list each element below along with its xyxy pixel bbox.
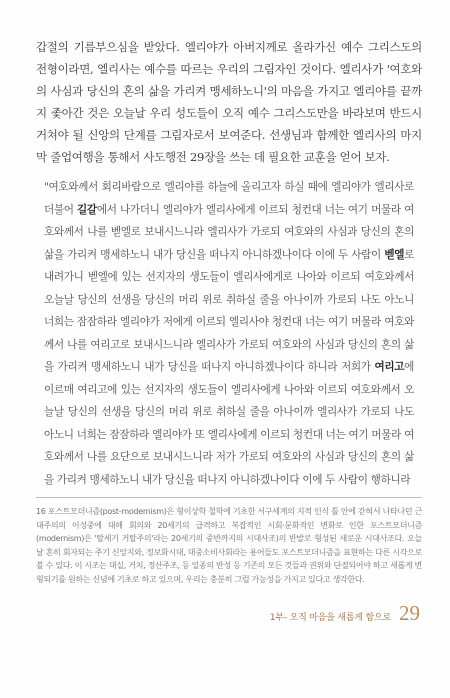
place-gilgal: 길갈 <box>77 203 97 216</box>
body-text: 갑절의 기름부으심을 받았다. 엘리야가 아버지께로 올라가신 예수 그리스도의 전형이라면, 엘리사는 예수를 따르는 우리의 그림자인 것이다. 엘리사가 '여호와의 사심과 당신의 혼의 삶을 가리켜 맹세하노니'의 마음을 가지고 엘리야를 끝까지 좇아간 것은 오늘날 우리 성도들이 오직 예수 그리스도만을 바라보며 반드시 거쳐야 될 신앙의 단계를 그림자로서 보여준다. 선생님과 함께한 엘리사의 마지막 줄업여행을 통해서 사도행전 29장을 쓰는 데 필요한 교훈을 얻어 보자. <box>36 40 422 164</box>
quote-paragraph <box>44 176 414 491</box>
footnote-divider <box>36 497 422 498</box>
place-jericho: 여리고 <box>374 361 405 373</box>
page-footer <box>270 601 420 625</box>
quote-text-part-2: 에서 나가더니 엘리야가 엘리사에게 이르되 청컨대 너는 여기 머물라 여호와께서 나를 벧엘로 보내시느니라 엘리사가 가로되 여호와의 사심과 당신의 혼의 삶을 가리켜 맹세하노니 내가 당신을 떠나지 아니하겠나이다 이에 두 사람이 <box>44 203 414 261</box>
page-number: 29 <box>399 601 420 625</box>
footnote-text: 16 포스트모더니즘(post-modernism)은 형이상학 철학에 기초한 서구세계의 지적 인식 틀 안에 갇혀서 나타나던 근대주의의 이성중에 대해 회의와 20세기의 급격하고 복잡적인 시회·문화적인 변화로 인한 포스트모더니즘(modernism)은 '탈세기 거탈주의'라는 20세기의 중반까지의 시대사조)의 반발로 형성된 새로운 시대사조다. 오늘날 흔히 회자되는 주기 신앙지와, 정보화시대, 대중소비사회라는 용어들도 포스트모더니즘을 표현하는 다른 시각으로 볼 수 있다. 이 시조는 대실, 거치, 정산주조, 등 일종의 반성 등 기존의 모든 것들과 권위와 단절되어야 하고 새롭게 변형되기를 원하는 신념에 기초로 하고 있으며, 우리는 충분히 그럴 가능성을 가지고 있다고 생각한다. <box>36 507 422 584</box>
quote-text-part-1: "여호와께서 회리바람으로 엘리야를 하늘에 올리고자 하실 때에 엘리야가 엘리사로 더불어 <box>44 181 414 216</box>
scripture-quote <box>44 176 414 491</box>
quote-text-part-3: 로 내려가니 벧엘에 있는 선지자의 생도들이 엘리사에게로 나아와 이르되 여호와께서 오늘날 당신의 선생을 당신의 머리 위로 취하실 줄을 아나이까 가로되 나도 아노니 너희는 잠잠하라 엘리야가 저에게 이르되 엘리사야 청컨대 너는 여기 머물라 여호와께서 나를 여리고로 보내시느니라 엘리사가 가로되 여호와의 사심과 당신의 혼의 삶을 가리켜 맹세하노니 내가 당신을 떠나지 아니하겠나이다 하니라 저희가 <box>44 248 414 373</box>
body-paragraph <box>36 36 422 168</box>
quote-text-part-4: 에 이르매 여리고에 있는 선지자의 생도들이 엘리사에게 나아와 이르되 여호와께서 오늘날 당신의 선생을 당신의 머리 위로 취하실 줄을 아나이까 엘리사가 가로되 나도 아노니 너희는 잠잠하라 엘리야가 또 엘리사에게 이르되 청컨대 너는 여기 머물라 여호와께서 나를 요단으로 보내시느니라 저가 가로되 여호와의 사심과 당신의 혼의 삶을 가리켜 맹세하노니 내가 당신을 떠나지 아니하겠나이다 이에 두 사람이 행하니라 <box>44 361 414 486</box>
running-footer-label: 1부- 오직 마음을 새롭게 함으로 <box>269 613 391 623</box>
place-bethel: 벧엘 <box>384 248 405 261</box>
footnote <box>36 505 422 586</box>
